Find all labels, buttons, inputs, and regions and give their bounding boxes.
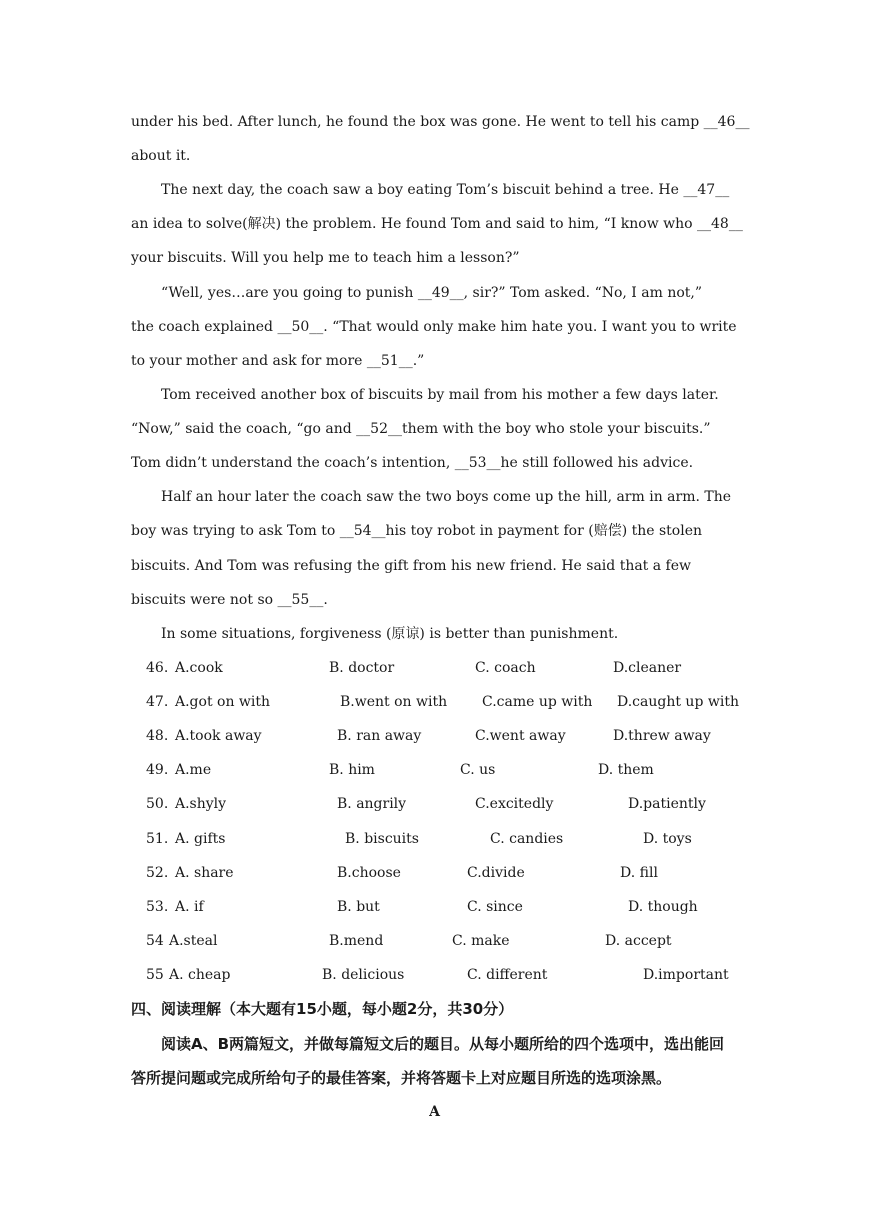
section-heading: 四、阅读理解（本大题有15小题，每小题2分，共30分） [131, 1000, 514, 1018]
option-d: D.caught up with [617, 694, 739, 710]
option-c: C. since [467, 899, 523, 915]
option-a: A. share [175, 865, 234, 881]
question-number: 51. [146, 831, 169, 847]
passage-line: biscuits. And Tom was refusing the gift from his new friend. He said that a few [131, 558, 692, 574]
option-a: A.took away [175, 728, 262, 744]
question-number: 54 [146, 933, 164, 949]
section-instructions: 阅读A、B两篇短文，并做每篇短文后的题目。从每小题所给的四个选项中，选出能回 [161, 1035, 725, 1053]
passage-line: Half an hour later the coach saw the two boys come up the hill, arm in arm. The [161, 489, 732, 505]
option-c: C.divide [467, 865, 525, 881]
option-b: B. doctor [329, 660, 395, 676]
option-c: C. coach [475, 660, 536, 676]
option-d: D.cleaner [613, 660, 682, 676]
option-d: D. though [628, 899, 698, 915]
option-d: D. fill [620, 865, 658, 881]
passage-line: the coach explained __50__. “That would only make him hate you. I want you to write [131, 319, 737, 335]
passage-line: your biscuits. Will you help me to teach him a lesson?” [131, 250, 520, 266]
option-b: B.mend [329, 933, 384, 949]
option-d: D.threw away [613, 728, 711, 744]
question-number: 50. [146, 796, 169, 812]
option-a: A.got on with [175, 694, 271, 710]
option-b: B.went on with [340, 694, 448, 710]
passage-line: Tom received another box of biscuits by mail from his mother a few days later. [161, 387, 719, 403]
option-d: D. toys [643, 831, 692, 847]
passage-line: Tom didn’t understand the coach’s intention, __53__he still followed his advice. [131, 455, 694, 471]
option-b: B. biscuits [345, 831, 419, 847]
passage-line: about it. [131, 148, 191, 164]
option-b: B. but [337, 899, 380, 915]
passage-line: biscuits were not so __55__. [131, 592, 328, 608]
question-number: 49. [146, 762, 169, 778]
option-a: A.cook [175, 660, 223, 676]
option-c: C.came up with [482, 694, 593, 710]
question-number: 55 [146, 967, 164, 983]
option-c: C. make [452, 933, 510, 949]
passage-label: A [429, 1104, 440, 1120]
option-b: B. angrily [337, 796, 407, 812]
question-number: 47. [146, 694, 169, 710]
option-d: D.patiently [628, 796, 706, 812]
option-c: C. us [460, 762, 496, 778]
option-a: A. if [175, 899, 204, 915]
question-number: 46. [146, 660, 169, 676]
option-d: D. them [598, 762, 654, 778]
passage-line: In some situations, forgiveness (原谅) is better than punishment. [161, 626, 619, 642]
option-a: A.steal [169, 933, 218, 949]
option-b: B. delicious [322, 967, 405, 983]
option-b: B. ran away [337, 728, 422, 744]
passage-line: “Now,” said the coach, “go and __52__them with the boy who stole your biscuits.” [131, 421, 711, 437]
passage-line: under his bed. After lunch, he found the box was gone. He went to tell his camp __46__ [131, 114, 750, 130]
option-d: D. accept [605, 933, 672, 949]
section-instructions: 答所提问题或完成所给句子的最佳答案，并将答题卡上对应题目所选的选项涂黑。 [131, 1069, 672, 1087]
option-c: C.excitedly [475, 796, 554, 812]
passage-line: boy was trying to ask Tom to __54__his toy robot in payment for (赔偿) the stolen [131, 523, 703, 539]
option-a: A.shyly [175, 796, 227, 812]
option-c: C. different [467, 967, 548, 983]
option-a: A. cheap [169, 967, 231, 983]
option-c: C.went away [475, 728, 566, 744]
option-d: D.important [643, 967, 729, 983]
question-number: 53. [146, 899, 169, 915]
passage-line: an idea to solve(解决) the problem. He found Tom and said to him, “I know who __48__ [131, 216, 743, 232]
passage-line: “Well, yes…are you going to punish __49__, sir?” Tom asked. “No, I am not,” [161, 285, 703, 301]
option-a: A. gifts [175, 831, 226, 847]
option-a: A.me [175, 762, 212, 778]
option-b: B. him [329, 762, 375, 778]
option-b: B.choose [337, 865, 401, 881]
passage-line: The next day, the coach saw a boy eating Tom’s biscuit behind a tree. He __47__ [161, 182, 730, 198]
question-number: 48. [146, 728, 169, 744]
option-c: C. candies [490, 831, 564, 847]
passage-line: to your mother and ask for more __51__.” [131, 353, 425, 369]
question-number: 52. [146, 865, 169, 881]
